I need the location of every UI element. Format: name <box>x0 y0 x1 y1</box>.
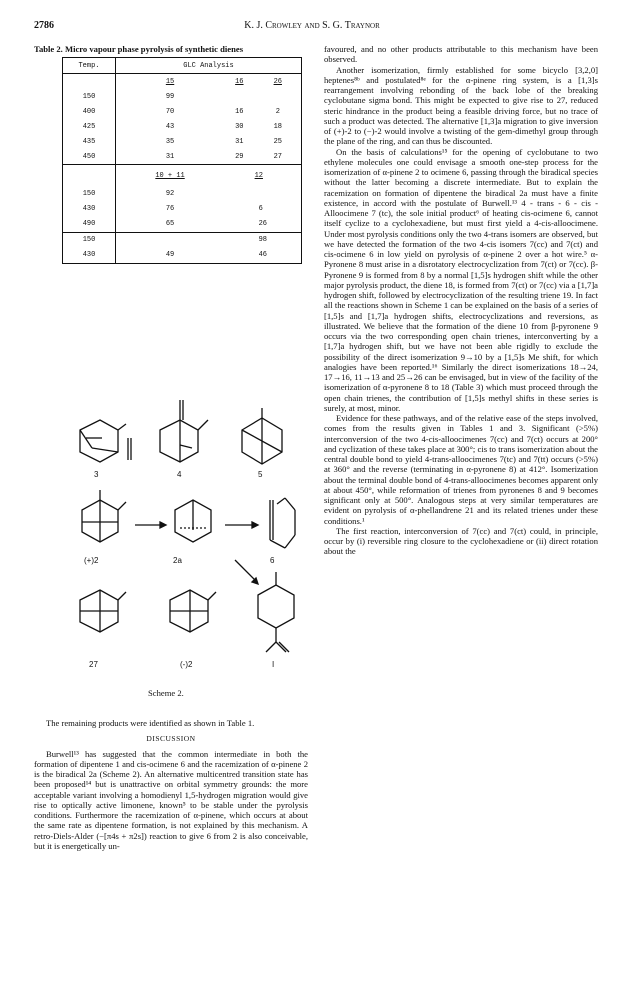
scheme-caption: Scheme 2. <box>148 688 184 698</box>
paragraph: Burwell¹³ has suggested that the common intermediate in both the formation of dipentene 1 and cis-ocimene 6 and the racemization of α-pinene 2 is the biradical 2a (Scheme 2). An alternative multicentred transition state has been proposed¹⁴ but is unattractive on orbital symmetry grounds: the more acceptable variant involving a homodienyl 1,5-hydrogen migration would give rise to optically active limonene, known⁵ to be stable under the pyrolysis conditions. Furthermore the racemization of α-pinene, which occurs at about the same rate as dipentene formation, is not explained by this mechanism. A retro-Diels-Alder (−[π4s + π2s]) reaction to give 6 from 2 is also conceivable, but it is energetically un- <box>34 748 308 851</box>
col-header: 12 <box>255 165 302 187</box>
scheme-label: 27 <box>89 660 98 669</box>
temp-header: Temp. <box>63 58 116 74</box>
section-heading: DISCUSSION <box>146 734 196 744</box>
structure-4 <box>160 400 208 462</box>
table-row: 430 49 46 <box>63 248 302 264</box>
table-row: 150 99 <box>63 89 302 104</box>
paragraph: Another isomerization, firmly established for some bicyclo [3,2,0] heptenes⁸ᵇ and postulated⁸ᵉ for the α-pinene ring system, is a [1,3]s rearrangement involving rebonding of the back lobe of the breaking cyclobutane sigma bond. This might be expected to give rise to 27, reduced steric hindrance in the product being a feasible driving force, but no trace of such a product was detected. The alternative [1,3]a migration to give inversion of (+)-2 to (−)-2 would involve a twisting of the gem-dimethyl group through the plane of the ring, and can thus be discounted. <box>324 64 598 147</box>
scheme-label: 4 <box>177 470 182 479</box>
glc-header: GLC Analysis <box>116 58 302 74</box>
col-header: 26 <box>255 74 302 90</box>
right-column-text <box>324 44 598 557</box>
table-row: 490 65 26 <box>63 217 302 233</box>
structure-5 <box>242 408 282 464</box>
table-row: 430 76 6 <box>63 202 302 217</box>
table-row: 435 35 31 25 <box>63 134 302 149</box>
table-row: 425 43 30 18 <box>63 119 302 134</box>
scheme-label: I <box>272 660 275 669</box>
table-row: 150 98 <box>63 232 302 248</box>
structure-1 <box>258 572 294 652</box>
scheme-label: (-)2 <box>180 660 193 669</box>
left-column-text <box>34 718 308 851</box>
scheme-label: 2a <box>173 556 182 565</box>
structure-3 <box>80 420 131 462</box>
glc-table <box>62 57 302 264</box>
scheme-2-diagram <box>30 390 320 690</box>
table-caption: Table 2. Micro vapour phase pyrolysis of synthetic dienes <box>34 44 244 54</box>
table-row: 400 70 16 2 <box>63 104 302 119</box>
scheme-label: 5 <box>258 470 263 479</box>
col-header: 10 + 11 <box>155 171 185 180</box>
structure-2a <box>175 500 211 542</box>
col-header: 16 <box>235 77 244 86</box>
paragraph: favoured, and no other products attributable to this mechanism have been observed. <box>324 44 598 65</box>
scheme-label: 6 <box>270 556 275 565</box>
structure-6 <box>270 498 295 548</box>
page-number: 2786 <box>34 20 54 31</box>
page-header <box>0 20 624 34</box>
col-header: 15 <box>165 77 175 86</box>
structure-minus-2 <box>170 590 216 632</box>
running-title: K. J. Crowley and S. G. Traynor <box>244 20 380 31</box>
paragraph: The remaining products were identified as shown in Table 1. <box>46 718 255 728</box>
scheme-label: (+)2 <box>84 556 99 565</box>
structure-27 <box>80 590 126 632</box>
scheme-label: 3 <box>94 470 99 479</box>
structure-plus-2 <box>82 490 126 542</box>
paragraph: On the basis of calculations¹⁵ for the opening of cyclobutane to two ethylene molecules one could envisage a smooth one-step process for the isomerization of α-pinene 2 to ocimene 6, passing through the biradical species without the latter becoming a discrete intermediate. But to explain the racemization on formation of dipentene the biradical 2a must have a finite existence, in accord with the postulate of Burwell.¹³ 4 - trans - 6 - cis - Alloocimene 7 (tc), the sole initial product⁶ of heating cis-ocimene 6, cannot itself cyclize to a cyclohexadiene, but must first yield a 4-cis-alloocimene. Under most pyrolysis conditions only the two 4-trans isomers are observed, but we have detected the formation of the two 4-cis isomers 7(cc) and 7(ct) and cis-ocimene 6 in low yield on pyrolysis of α-pinene 2 over a hot wire.⁵ α-Pyronene 8 must arise in a disrotatory electrocyclization from 7(ct) or 7(cc). β-Pyronene 9 is formed from 8 by a normal [1,5]s hydrogen shift while the other major pyrolysis product, the diene 18, is formed from 7(ct) or 7(cc) via a [1,7]a hydrogen shift, followed by electrocyclization of the resulting triene 19. In fact all the reactions shown in Scheme 1 can be explained on the basis of a series of [1,5]s and [1,7]a hydrogen shifts, electrocyclizations and reversions, as illustrated. We believe that the formation of the diene 10 from β-pyronene 9 occurs via the two corresponding open chain trienes, interconverting by a [1,7]a hydrogen shift, but we have not been able rigidly to exclude the possibility of the direct isomerization 9→10 by a [1,5]s Me shift, for which analogies have been reported.¹⁶ Similarly the direct isomerizations 18→24, 17→16, 11→13 and 25→26 can be envisaged, but in view of the facility of the isomerization of α-pyronene 8 to 18 (Table 3) which must proceed through the open chain trienes, the contribution of [1,5]s methyl shifts in these series is surely, at most, minor. <box>324 146 598 413</box>
table-row: 150 92 <box>63 187 302 202</box>
paragraph: The first reaction, interconversion of 7(cc) and 7(ct) could, in principle, occur by (i) reversible ring closure to the cyclohexadiene or (ii) direct rotation about the <box>324 525 598 557</box>
paragraph: Evidence for these pathways, and of the relative ease of the steps involved, comes from the results given in Tables 1 and 3. Significant (>5%) interconversion of the two 4-cis-alloocimenes 7(cc) and 7(ct) occurs at 200° and cyclization of these takes place at 300°; cis to trans isomerization about the central double bond to yield 4-trans-alloocimenes 7(tc) and 7(tt) occurs (>5%) at 360° and the reverse (terminating in α-pyronene 8) at 412°. Isomerization about the terminal double bond of 4-trans-alloocimenes becomes apparent only at about 450°, while reformation of trienes from pyronenes 8 and 9 becomes significant only at 500°. Analogous steps at very similar temperatures are evident on pyrolysis of α-phellandrene 21 and its related trienes under these conditions.¹ <box>324 413 598 526</box>
table-row: 450 31 29 27 <box>63 149 302 165</box>
